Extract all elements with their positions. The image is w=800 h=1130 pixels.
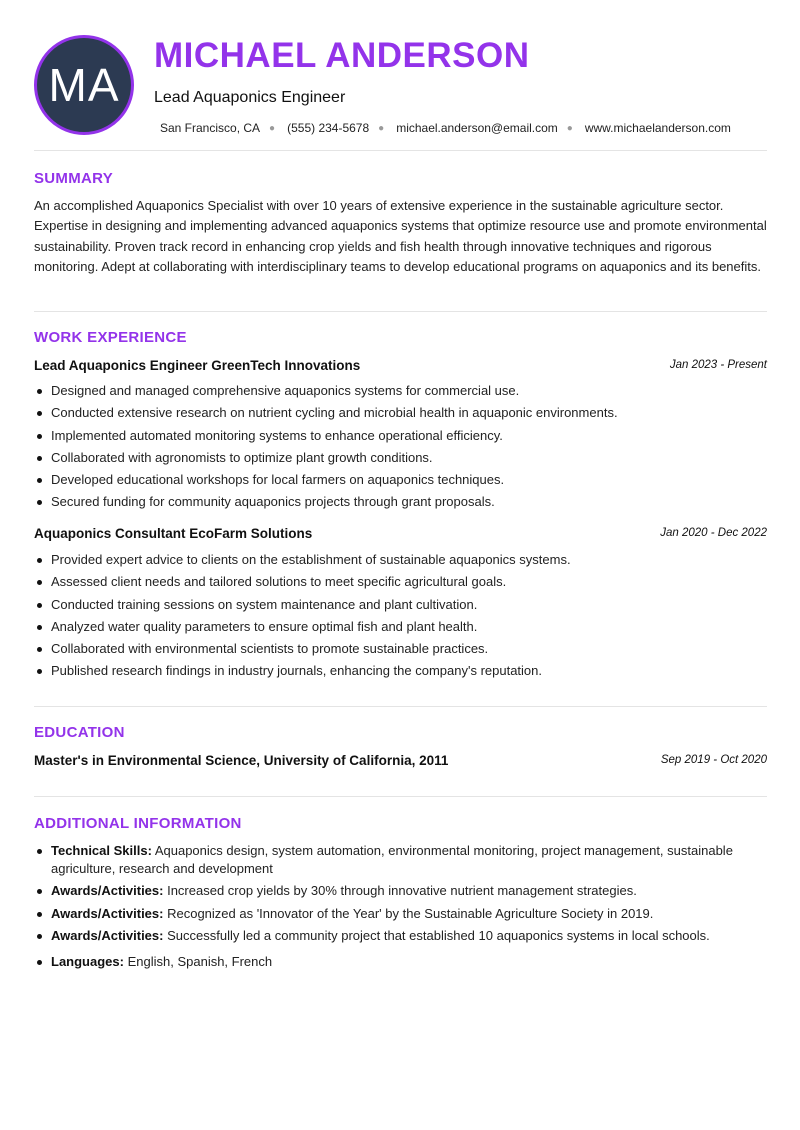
contact-email[interactable]: michael.anderson@email.com <box>396 121 558 135</box>
list-item <box>34 953 767 971</box>
divider <box>34 311 767 312</box>
info-label: Awards/Activities: <box>51 883 164 899</box>
job-header <box>34 358 767 376</box>
info-text: English, Spanish, French <box>127 953 273 969</box>
education-heading: EDUCATION <box>34 724 125 741</box>
list-item: Collaborated with environmental scientists to promote sustainable practices. <box>34 640 767 658</box>
list-item: Provided expert advice to clients on the establishment of sustainable aquaponics systems. <box>34 551 767 569</box>
education-dates: Sep 2019 - Oct 2020 <box>660 754 767 766</box>
info-text: Successfully led a community project that established 10 aquaponics systems in local schools. <box>167 927 710 943</box>
separator-dot-icon: ● <box>269 122 276 134</box>
separator-dot-icon: ● <box>378 122 385 134</box>
contact-phone: (555) 234-5678 <box>287 121 370 135</box>
job-title: Aquaponics Consultant EcoFarm Solutions <box>34 526 313 541</box>
info-label: Awards/Activities: <box>51 927 164 943</box>
job-title: Lead Aquaponics Engineer GreenTech Innovations <box>34 358 361 373</box>
degree: Master's in Environmental Science, University of California, 2011 <box>34 753 449 768</box>
list-item: Implemented automated monitoring systems to enhance operational efficiency. <box>34 427 767 445</box>
candidate-role: Lead Aquaponics Engineer <box>154 89 346 106</box>
summary-text: An accomplished Aquaponics Specialist with over 10 years of extensive experience in the sustainable agriculture sector. Expertise in designing and implementing advanced aquaponics systems that optimize resource use and promote environmental sustainability. Proven track record in enhancing crop yields and fish health through innovative techniques and rigorous monitoring. Adept at collaborating with interdisciplinary teams to develop educational programs on aquaponics and its benefits. <box>34 198 767 274</box>
job-header <box>34 526 767 544</box>
list-item: Designed and managed comprehensive aquaponics systems for commercial use. <box>34 382 767 400</box>
contact-location: San Francisco, CA <box>160 121 261 135</box>
separator-dot-icon: ● <box>566 122 573 134</box>
job-bullets <box>34 382 767 516</box>
divider <box>34 150 767 151</box>
list-item: Conducted extensive research on nutrient cycling and microbial health in aquaponic environments. <box>34 404 767 422</box>
summary-heading: SUMMARY <box>34 170 114 187</box>
additional-info-list <box>34 842 767 975</box>
education-entry <box>34 753 767 771</box>
job-bullets <box>34 551 767 685</box>
info-label: Technical Skills: <box>51 843 152 858</box>
avatar <box>34 35 134 135</box>
list-item <box>34 882 767 900</box>
list-item <box>34 905 767 923</box>
list-item <box>34 927 767 945</box>
list-item: Collaborated with agronomists to optimize plant growth conditions. <box>34 449 767 467</box>
info-text: Recognized as 'Innovator of the Year' by the Sustainable Agriculture Society in 2019. <box>167 905 654 921</box>
job-dates: Jan 2020 - Dec 2022 <box>660 527 767 539</box>
list-item: Secured funding for community aquaponics projects through grant proposals. <box>34 493 767 511</box>
list-item: Conducted training sessions on system maintenance and plant cultivation. <box>34 596 767 614</box>
info-text: Increased crop yields by 30% through innovative nutrient management strategies. <box>167 883 637 899</box>
avatar-initials: MA <box>48 59 120 111</box>
list-item <box>34 842 767 878</box>
list-item: Published research findings in industry journals, enhancing the company's reputation. <box>34 662 767 680</box>
info-text: Aquaponics design, system automation, environmental monitoring, project management, sustainable agriculture, research and development <box>51 843 733 876</box>
list-item: Analyzed water quality parameters to ensure optimal fish and plant health. <box>34 618 767 636</box>
divider <box>34 706 767 707</box>
list-item: Developed educational workshops for local farmers on aquaponics techniques. <box>34 471 767 489</box>
contact-website[interactable]: www.michaelanderson.com <box>584 121 731 135</box>
info-label: Languages: <box>51 953 124 969</box>
info-label: Awards/Activities: <box>51 905 164 921</box>
additional-info-heading: ADDITIONAL INFORMATION <box>34 815 242 832</box>
work-experience-heading: WORK EXPERIENCE <box>34 329 187 346</box>
job-dates: Jan 2023 - Present <box>669 359 767 371</box>
divider <box>34 796 767 797</box>
contact-row <box>160 121 731 135</box>
candidate-name: MICHAEL ANDERSON <box>154 36 530 75</box>
list-item: Assessed client needs and tailored solutions to meet specific agricultural goals. <box>34 573 767 591</box>
